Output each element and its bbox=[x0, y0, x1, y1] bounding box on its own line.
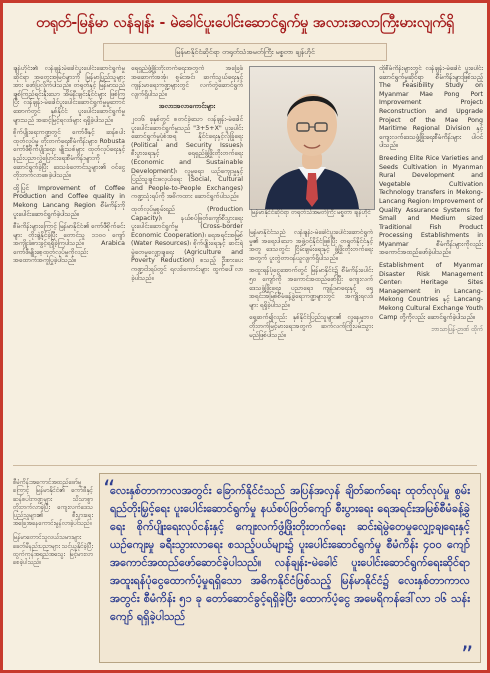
paragraph: စီမံကိန်းများကြောင့် မြန်မာနိုင်ငံ၏ ကော်ဖီစိုက်ခင်းများ တိုးချဲ့နိုင်ခဲ့ပြီး တောင်သူ ၁၁၀၀ ကျော် အကျိုးခံစားခွင့်ရရှိခဲ့ကြပါသည်။ Arabica ကော်ဖီမျိုးစေ့ထုတ်လုပ်မှုကိုလည်း အထောက်အကူပြုခဲ့ပါသည်။ bbox=[13, 223, 125, 265]
article-column-2 bbox=[131, 65, 243, 461]
paragraph: ရှေ့ဆက်၍လည်း နှစ်နိုင်ငံပြည်သူများ၏ လူနေမှုဘဝ တိုးတက်မြင့်မားရေးအတွက် ဆက်လက်ကြိုးပမ်းသွားမည်ဖြစ်ပါသည်။ bbox=[249, 314, 373, 339]
paragraph: ချန်ဟိုင်း၏ လန်ချန်းမဲခေါင်ပူးပေါင်းဆောင်ရွက်မှုဆိုင်ရာ အတွေးအမြင်များကို မြန်မာပြည်သူများအား ဖော်ပြလိုက်ပါသည်။ တရုတ်နှင့် မြန်မာသည် ချစ်ကြည်ရင်းနှီးသော အိမ်နီးချင်းနိုင်ငံများ ဖြစ်ကြပြီး လန်ချန်း-မဲခေါင်ပူးပေါင်းဆောင်ရွက်မှုမူဘောင်အောက်တွင် နှစ်နိုင်ငံ ပူးပေါင်းဆောင်ရွက်မှုများသည် အဆင့်မြင့်ရလဒ်များ ရရှိခဲ့ပါသည်။ bbox=[13, 65, 125, 124]
ambassador-portrait bbox=[250, 67, 374, 209]
photo-caption: မြန်မာနိုင်ငံဆိုင်ရာ တရုတ်သံအမတ်ကြီး မစ္စတာ ချန်ဟိုင် bbox=[251, 209, 371, 216]
byline: မြန်မာနိုင်ငံဆိုင်ရာ တရုတ်သံအမတ်ကြီး မစ္စတာ ချန်ဟိုင် bbox=[103, 43, 387, 61]
close-quote-icon: ” bbox=[461, 641, 474, 669]
paragraph: မြန်မာတောင်သူလယ်သမားများ ခေတ်မီနည်းပညာများ သင်ယူနိုင်ခဲ့ပြီး ထွက်ကုန်အရည်အသွေး မြင့်မားလာစေခဲ့ပါသည်။ bbox=[13, 534, 93, 567]
paragraph: ထိုစီမံကိန်းများတွင် လန်ချန်း-မဲခေါင် ပူးပေါင်းဆောင်ရွက်မှုဆိုင်ရာ စီမံကိန်းများဖြစ်သည့် The Feasibility Study on Myanmar Mae Pong Port Improvement Project၊ Reconstruction and Upgrade Project of the Mae Pong Maritime Regional Division နှင့် ကျေးလက်ဒေသဖွံ့ဖြိုးရေးစီမံကိန်းများ ပါဝင်ပါသည်။ bbox=[379, 65, 483, 150]
section-heading: အလားအလာကောင်းများ bbox=[158, 103, 216, 111]
open-quote-icon: “ bbox=[103, 475, 116, 503]
paragraph: ရေရှည်ဖွံ့ဖြိုးတိုးတက်ရေးအတွက် အခြေခံအဆောက်အအုံ၊ စွမ်းအင်၊ ဆက်သွယ်ရေးနှင့် ကျန်းမာရေးကဏ္ဍများတွင် လက်တွဲဆောင်ရွက်လျက်ရှိပါသည်။ bbox=[131, 65, 243, 98]
article-column-1 bbox=[13, 65, 125, 461]
paragraph: စိုက်ပျိုးရေးကဏ္ဍတွင် ကော်ဖီနှင့် ဆန်စပါးထုတ်လုပ်မှု တိုးတက်ရေးစီမံကိန်းများ၊ Robusta ကော်ဖီစိုက်ပျိုးရေး၊ မျိုးသစ်များ ထုတ်လုပ်ရေးနှင့် နည်းပညာလွှဲပြောင်းရေးစီမံကိန်းများကို ဆောင်ရွက်ခဲ့ပြီး ဒေသခံတောင်သူများ၏ ဝင်ငွေ တိုးတက်လာစေခဲ့ပါသည်။ bbox=[13, 129, 125, 180]
paragraph: အထူးရန်ပုံငွေအောက်တွင် မြန်မာနိုင်ငံ၌ စီမံကိန်းပေါင်း ၅၀ ကျော်ကို အကောင်အထည်ဖော်ပြီး ကျေးလက်ဒေသဖွံ့ဖြိုးရေး၊ ပညာရေး၊ ကျန်းမာရေးနှင့် ရေအရင်းအမြစ်စီမံခန့်ခွဲရေးကဏ္ဍများတွင် အကျိုးရလဒ်များ ရရှိခဲ့ပါသည်။ bbox=[249, 267, 373, 309]
paragraph: Breeding Elite Rice Varieties and Seeds Cultivation in Myanmar၊ Rural Development and Vegetable Cultivation Technology transfers in Mekong-Lancang Region၊ Improvement of Quality Assurance Systems for Small and Medium sized Traditional Fish Product Processing Establishments in Myanmar စီမံကိန်းများကိုလည်း အကောင်အထည်ဖော်ခဲ့ပါသည်။ bbox=[379, 154, 483, 257]
paragraph: ထို့ပြင် Improvement of Coffee Production and Coffee quality in Mekong Lancang Region စီမံကိန်းကို ပူးပေါင်းဆောင်ရွက်ခဲ့ပါသည်။ bbox=[13, 184, 125, 218]
article-column-4 bbox=[379, 65, 483, 461]
article-title: တရုတ်-မြန်မာ လန်ချန်း - မဲခေါင်ပူးပေါင်းဆောင်ရွက်မှု အလားအလာကြီးမားလျက်ရှိ bbox=[36, 15, 454, 31]
paragraph: မြန်မာနိုင်ငံသည် လန်ချန်း-မဲခေါင်ပူးပေါင်းဆောင်ရွက်မှု၏ အရေးပါသော အဖွဲ့ဝင်နိုင်ငံဖြစ်ပြီး တရုတ်နိုင်ငံနှင့်အတူ ဒေသတွင်း ငြိမ်းချမ်းရေးနှင့် ဖွံ့ဖြိုးတိုးတက်ရေးအတွက် ပူးတွဲတာဝန်ယူလျက်ရှိပါသည်။ bbox=[249, 229, 373, 262]
pull-quote: လေးနှစ်တာကာလအတွင်း ခြောက်နိုင်ငံသည် အပြန်အလှန် ချိတ်ဆက်ရေး ထုတ်လုပ်မှု စွမ်းရည်တိုးမြှင့်ရေး ပူးပေါင်းဆောင်ရွက်မှု နယ်စပ်ဖြတ်ကျော် စီးပွားရေး ရေအရင်းအမြစ်စီမံခန့်ခွဲရေး စိုက်ပျိုးရေးလုပ်ငန်းနှင့် ကျေးလက်ဖွံ့ဖြိုးတိုးတက်ရေး ဆင်းရဲမွဲတေမှုလျှော့ချရေးနှင့် ယဉ်ကျေးမှု ခရီးသွားလာရေး စသည့်ပယ်များ၌ ပူးပေါင်းဆောင်ရွက်မှု စီမံကိန်း ၄၀၀ ကျော် အကောင်အထည်ဖော်ဆောင်ခဲ့ပါသည်။ လန်ချန်း-မဲခေါင် ပူးပေါင်းဆောင်ရွက်ရေးဆိုင်ရာ အထူးရန်ပုံငွေထောက်ပံ့မှုရရှိသော အဓိကနိုင်ငံဖြစ်သည့် မြန်မာနိုင်ငံ၌ လေးနှစ်တာကာလအတွင်း စီမံကိန်း ၅၁ ခု တော်ဆောင်ခွင့်ရရှိခဲ့ပြီး ထောက်ပံ့ငွေ အမေရိကန်ဒေါ်လာ ၁၆ သန်းကျော် ရရှိခဲ့ပါသည် bbox=[99, 473, 481, 663]
paragraph: ထုတ်လုပ်မှုစွမ်းရည် (Production Capacity)၊ နယ်စပ်ဖြတ်ကျော်စီးပွားရေး ပူးပေါင်းဆောင်ရွက်မှု (Cross-border Economic Cooperation)၊ ရေအရင်းအမြစ် (Water Resources)၊ စိုက်ပျိုးရေးနှင့် ဆင်းရဲမွဲတေမှုလျှော့ချရေး (Agriculture and Poverty Reduction) စသည့် ဦးစားပေးကဏ္ဍငါးရပ်တွင် ရလဒ်ကောင်းများ ထွက်ပေါ်လာခဲ့ပါသည်။ bbox=[131, 205, 243, 282]
translator-credit: ဘာသာပြန်-ဉာဏ် ထိုက် bbox=[431, 326, 483, 334]
portrait-photo bbox=[249, 66, 375, 210]
article-column-3 bbox=[249, 229, 373, 461]
section-divider bbox=[13, 465, 477, 466]
paragraph: စီမံကိန်းအကောင်အထည်ဖော်မှုကြောင့် မြန်မာနိုင်ငံ၏ ကော်ဖီနှင့် ဆန်စပါးကဏ္ဍများ သိသာစွာတိုးတက်လာခဲ့ပြီး ကျေးလက်ဒေသ ပြည်သူများ၏ စီးပွားရေး အခြေအနေကောင်းမွန်လာခဲ့ပါသည်။ bbox=[13, 479, 93, 528]
paragraph: ၂၀၁၆ ခုနှစ်တွင် စတင်ခဲ့သော လန်ချန်း-မဲခေါင်ပူးပေါင်းဆောင်ရွက်မှုသည် "3+5+X" ပူးပေါင်းဆောင်ရွက်မှုပုံစံအရ နိုင်ငံရေးနှင့်လုံခြုံရေး (Political and Security Issues)၊ စီးပွားရေးနှင့် ရေရှည်ဖွံ့ဖြိုးတိုးတက်ရေး (Economic and Sustainable Development)၊ လူမှုရေး၊ ယဉ်ကျေးမှုနှင့် ပြည်သူချင်းဖလှယ်ရေး (Social, Cultural and People-to-People Exchanges) ကဏ္ဍသုံးရပ်ကို အဓိကထား ဆောင်ရွက်ပါသည်။ bbox=[131, 115, 243, 201]
bottom-left-column bbox=[13, 473, 93, 663]
paragraph: Establishment of Myanmar Disaster Risk Management Center၊ Heritage Sites Management in Lancang-Mekong Countries နှင့် Lancang-Mekong Cultural Exchange Youth Camp တို့ကိုလည်း ဆောင်ရွက်ခဲ့ပါသည်။ bbox=[379, 262, 483, 321]
